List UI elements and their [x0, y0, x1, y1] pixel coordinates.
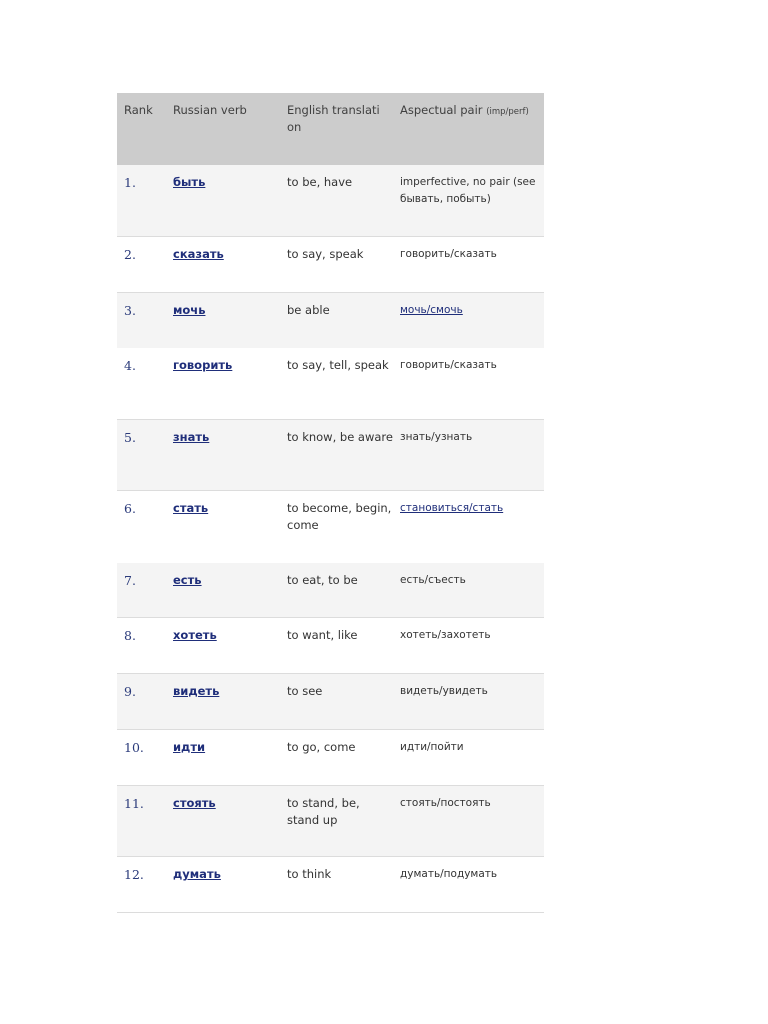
header-pair-note: (imp/perf): [486, 107, 529, 117]
pair-cell: идти/пойти: [400, 741, 464, 753]
verb-link[interactable]: есть: [173, 573, 202, 587]
verb-link[interactable]: говорить: [173, 358, 233, 372]
rank-cell: 6.: [124, 501, 136, 516]
verb-link[interactable]: идти: [173, 740, 206, 754]
translation-cell: to see: [287, 684, 323, 698]
translation-cell: to want, like: [287, 628, 358, 642]
table-row: [117, 857, 544, 913]
table-row: [117, 563, 544, 618]
translation-cell: to go, come: [287, 740, 356, 754]
rank-cell: 10.: [124, 740, 144, 755]
rank-cell: 3.: [124, 303, 136, 318]
table-row: [117, 165, 544, 237]
pair-link[interactable]: становиться/стать: [400, 502, 504, 514]
pair-cell: говорить/сказать: [400, 359, 497, 371]
translation-cell: to say, tell, speak: [287, 358, 389, 372]
header-rank: Rank: [124, 103, 153, 117]
pair-cell: думать/подумать: [400, 868, 498, 880]
table-row: [117, 786, 544, 857]
header-russian-verb: Russian verb: [173, 103, 247, 117]
verb-link[interactable]: знать: [173, 430, 210, 444]
rank-cell: 2.: [124, 247, 136, 262]
translation-cell: to eat, to be: [287, 573, 358, 587]
verb-link[interactable]: хотеть: [173, 628, 217, 642]
table-row: [117, 730, 544, 786]
table-row: [117, 491, 544, 563]
rank-cell: 11.: [124, 796, 144, 811]
table-row: [117, 674, 544, 730]
translation-cell: to become, begin, come: [287, 501, 392, 532]
verb-link[interactable]: быть: [173, 175, 206, 189]
translation-cell: to think: [287, 867, 332, 881]
pair-cell: хотеть/захотеть: [400, 629, 491, 641]
translation-cell: to know, be aware: [287, 430, 393, 444]
pair-cell: видеть/увидеть: [400, 685, 488, 697]
table-row: [117, 420, 544, 491]
header-pair-label: Aspectual pair: [400, 103, 483, 117]
rank-cell: 8.: [124, 628, 136, 643]
verb-link[interactable]: думать: [173, 867, 221, 881]
table-row: [117, 618, 544, 674]
verb-link[interactable]: видеть: [173, 684, 220, 698]
translation-cell: be able: [287, 303, 330, 317]
table-header: [117, 93, 544, 165]
pair-cell: говорить/сказать: [400, 248, 497, 260]
rank-cell: 7.: [124, 573, 136, 588]
pair-cell: стоять/постоять: [400, 797, 491, 809]
rank-cell: 9.: [124, 684, 136, 699]
table-row: [117, 237, 544, 293]
pair-cell: есть/съесть: [400, 574, 466, 586]
table-row: [117, 293, 544, 348]
table-row: [117, 348, 544, 420]
rank-cell: 4.: [124, 358, 136, 373]
header-aspectual-pair: [400, 93, 544, 121]
pair-cell: imperfective, no pair (see бывать, побыть): [400, 176, 536, 205]
translation-cell: to stand, be, stand up: [287, 796, 360, 827]
translation-cell: to be, have: [287, 175, 353, 189]
translation-cell: to say, speak: [287, 247, 364, 261]
verb-table: [117, 93, 544, 913]
verb-link[interactable]: мочь: [173, 303, 206, 317]
header-english-translation: English translati on: [287, 103, 380, 134]
rank-cell: 1.: [124, 175, 136, 190]
verb-link[interactable]: стоять: [173, 796, 216, 810]
pair-link[interactable]: мочь/смочь: [400, 304, 463, 316]
verb-link[interactable]: стать: [173, 501, 209, 515]
rank-cell: 12.: [124, 867, 144, 882]
pair-cell: знать/узнать: [400, 431, 473, 443]
rank-cell: 5.: [124, 430, 136, 445]
verb-link[interactable]: сказать: [173, 247, 224, 261]
